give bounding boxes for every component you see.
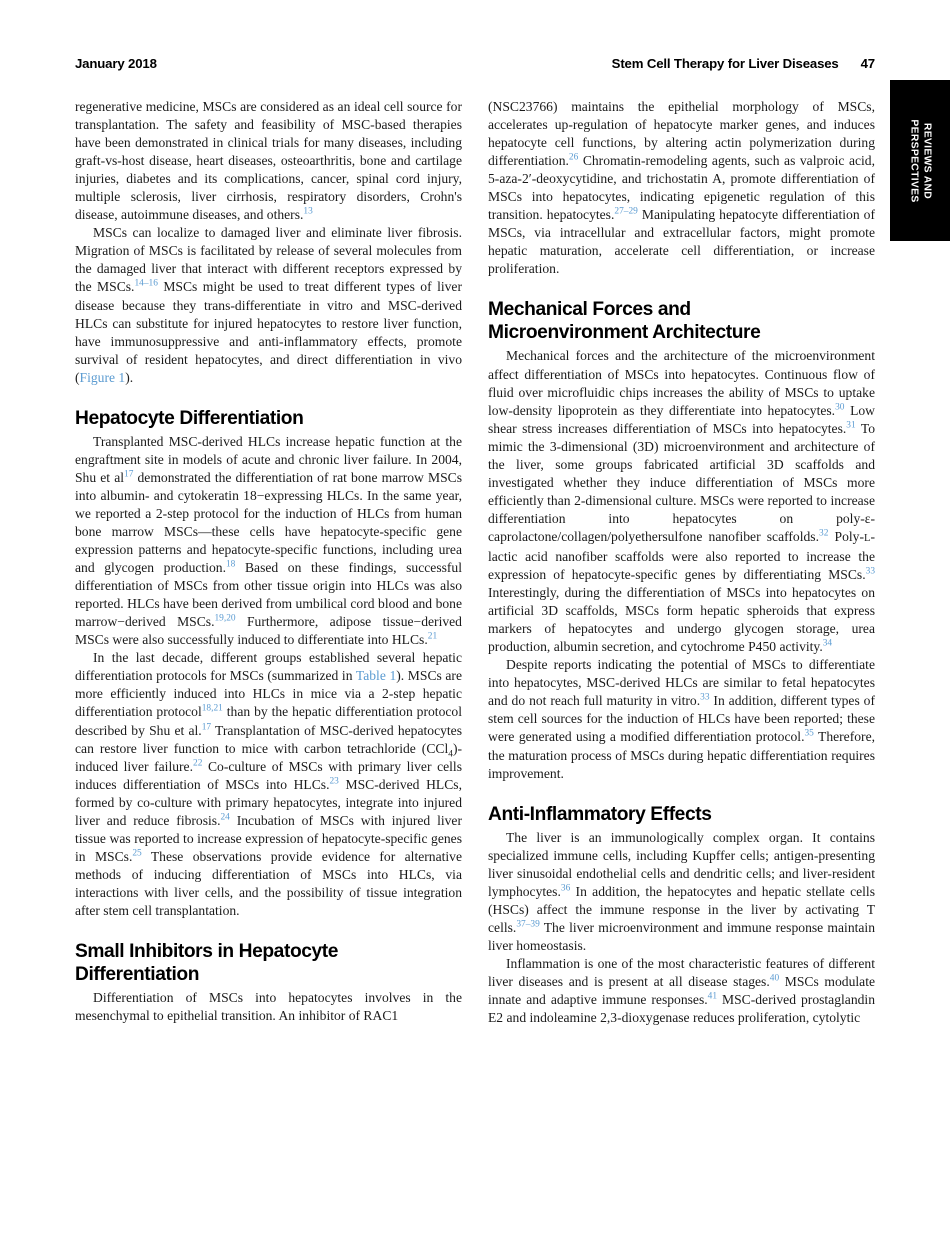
paragraph-text: Based on these findings, successful differentiation of MSCs from other tissue origin into HLCs was also reported. HLCs have been derived from umbilical cord blood and bone marrow−derived MSCs. bbox=[75, 560, 462, 630]
paragraph-text: Chromatin-remodeling agents, such as valproic acid, 5-aza-2′-deoxycytidine, and trichostatin A, promote differentiation of MSCs into hepatocytes, indicating epigenetic regulation of this transition. hepatocytes. bbox=[488, 153, 875, 223]
paragraph-text: Therefore, the maturation process of MSCs during hepatic differentiation requires improvement. bbox=[488, 729, 876, 781]
citation-ref[interactable]: 17 bbox=[201, 721, 212, 732]
citation-ref[interactable]: 24 bbox=[220, 812, 230, 823]
paragraph bbox=[488, 656, 875, 782]
paragraph-text: Co-culture of MSCs with primary liver cells induces differentiation of MSCs into HLCs. bbox=[75, 758, 462, 792]
spacer bbox=[488, 278, 875, 298]
paragraph-text: Poly- bbox=[828, 528, 864, 544]
paragraph-text: ). bbox=[125, 369, 134, 385]
section-heading-mechanical-forces bbox=[488, 298, 875, 344]
paragraph-text: -lactic acid nanofiber scaffolds were also reported to increase the expression of hepatocyte-specific genes by differentiating MSCs. bbox=[488, 528, 875, 583]
section-heading-small-inhibitors bbox=[75, 940, 462, 986]
spacer bbox=[75, 920, 462, 940]
column-left bbox=[75, 98, 462, 1025]
article-body bbox=[75, 98, 875, 1198]
citation-ref[interactable]: 41 bbox=[707, 991, 718, 1002]
paragraph-text: ). MSCs are more efficiently induced into HLCs in mice via a 2-step hepatic differentiation protocol bbox=[75, 668, 462, 720]
paragraph bbox=[75, 989, 462, 1025]
paragraph-text: These observations provide evidence for alternative methods of inducing differentiation of MSCs into HLCs, via interactions with liver cells, and the possibility of tissue integration after stem cell transplantation. bbox=[75, 848, 462, 918]
paragraph-text: Inflammation is one of the most characteristic features of different liver diseases and is present at all disease stages. bbox=[488, 955, 875, 989]
paragraph-text: (NSC23766) maintains the epithelial morphology of MSCs, accelerates up-regulation of hepatocyte marker genes, and induces hepatocyte cell functions, by altering actin polymerization during differentiation. bbox=[488, 99, 875, 169]
section-heading-anti-inflammatory-effects: Anti-Inflammatory Effects bbox=[488, 803, 712, 825]
section-heading-hepatocyte-differentiation: Hepatocyte Differentiation bbox=[75, 407, 304, 429]
column-right bbox=[488, 98, 875, 1027]
section-edge-tab-line1: REVIEWS AND bbox=[921, 122, 933, 199]
section-heading-line2: Differentiation bbox=[75, 964, 200, 986]
running-head-title: Stem Cell Therapy for Liver Diseases bbox=[611, 56, 839, 71]
paragraph-text: regenerative medicine, MSCs are considered as an ideal cell source for transplantation. The safety and feasibility of MSC-based therapies have been demonstrated in clinical trials for many diseases, including graft-vs-host disease, heart diseases, osteoarthritis, bone and cartilage injuries, diabetes and its complications, cancer, spinal cord injury, multiple sclerosis, liver cirrhosis, respiratory disorders, Crohn's disease, autoimmune diseases, and others. bbox=[75, 99, 462, 223]
section-edge-tab-line2: PERSPECTIVES bbox=[909, 118, 920, 203]
citation-ref[interactable]: 18,21 bbox=[201, 703, 223, 714]
section-heading-line1: Small Inhibitors in Hepatocyte bbox=[75, 941, 339, 963]
paragraph-text: demonstrated the differentiation of rat bone marrow MSCs into albumin- and cytokeratin 18−expressing HLCs. In the same year, we reported a 2-step protocol for the induction of HLCs from human bone marrow MSCs—these cells have hepatocyte-specific gene expression patterns and hepatocyte-specific functions, including urea and glycogen production. bbox=[75, 469, 462, 576]
paragraph-text: than by the hepatic differentiation protocol described by Shu et al. bbox=[75, 704, 462, 738]
paragraph-text: In the last decade, different groups established several hepatic differentiation protocols for MSCs (summarized in bbox=[75, 650, 462, 684]
stereochemistry-prefix: L bbox=[863, 532, 871, 544]
paragraph-text: In addition, the hepatocytes and hepatic stellate cells (HSCs) affect the immune response in the liver by activating T cells. bbox=[488, 883, 875, 935]
citation-ref[interactable]: 13 bbox=[303, 206, 313, 217]
paragraph-text: MSC-derived prostaglandin E2 and indoleamine 2,3-dioxygenase reduces proliferation, cytolytic bbox=[488, 992, 875, 1026]
paragraph bbox=[488, 347, 875, 656]
paragraph-text: Transplantation of MSC-derived hepatocytes can restore liver function to mice with carbon tetrachloride (CCl bbox=[75, 722, 462, 756]
paragraph bbox=[75, 649, 462, 920]
citation-ref[interactable]: 36 bbox=[560, 883, 571, 894]
paragraph-text: Differentiation of MSCs into hepatocytes involves in the mesenchymal to epithelial transition. An inhibitor of RAC1 bbox=[75, 990, 462, 1024]
paragraph-text: In addition, different types of stem cell sources for the induction of HLCs have been reported; these were generated using a modified differentiation protocol. bbox=[488, 693, 875, 745]
citation-ref[interactable]: 21 bbox=[427, 631, 438, 642]
citation-ref[interactable]: 33 bbox=[700, 692, 710, 703]
paragraph-text: Incubation of MSCs with injured liver tissue was reported to increase expression of hepatocyte-specific genes in MSCs. bbox=[75, 812, 462, 864]
table-link[interactable]: Table 1 bbox=[355, 668, 397, 684]
paragraph-text: MSCs can localize to damaged liver and eliminate liver fibrosis. Migration of MSCs is facilitated by release of several molecules from the damaged liver that interact with different receptors expressed by the MSCs. bbox=[75, 225, 462, 295]
page-number: 47 bbox=[860, 56, 875, 71]
paragraph bbox=[75, 224, 462, 386]
citation-ref[interactable]: 37–39 bbox=[516, 919, 540, 930]
paragraph-text: MSC-derived HLCs, formed by co-culture with primary hepatocytes, integrate into injured liver and reduce fibrosis. bbox=[75, 776, 462, 828]
paragraph-text: Mechanical forces and the architecture of the microenvironment affect differentiation of MSCs into hepatocytes. Continuous flow of fluid over microfluidic chips increases the ability of MSCs to uptake low-density lipoprotein as they differentiate into hepatocytes. bbox=[488, 348, 875, 418]
paragraph-text: The liver is an immunologically complex organ. It contains specialized immune cells, including Kupffer cells; antigen-presenting liver sinusoidal endothelial cells and dendritic cells; and liver-resident lymphocytes. bbox=[488, 829, 875, 899]
section-heading-line1: Mechanical Forces and bbox=[488, 299, 691, 321]
running-head bbox=[75, 56, 875, 74]
citation-ref[interactable]: 35 bbox=[804, 728, 814, 739]
spacer bbox=[488, 783, 875, 803]
paragraph bbox=[75, 433, 462, 650]
section-edge-tab-label bbox=[908, 119, 933, 202]
paragraph-text: Low shear stress increases differentiation of MSCs into hepatocytes. bbox=[488, 402, 875, 436]
citation-ref[interactable]: 23 bbox=[329, 776, 339, 787]
paragraph-text: MSCs might be used to treat different types of liver disease because they trans-differentiate in vitro and MSC-derived HLCs can substitute for injured hepatocytes to restore liver function, have immunosuppressive and anti-inflammatory effects, promote survival of resident hepatocytes, and direct differentiation in vivo ( bbox=[75, 279, 462, 385]
figure-link[interactable]: Figure 1 bbox=[79, 369, 126, 385]
citation-ref[interactable]: 33 bbox=[865, 566, 875, 577]
paragraph-text: Manipulating hepatocyte differentiation of MSCs, via intracellular and extracellular factors, might promote hepatic maturation, accelerate cell differentiation, or increase proliferation. bbox=[488, 207, 875, 277]
paragraph-text: To mimic the 3-dimensional (3D) microenvironment and architecture of the liver, some groups fabricated artificial 3D scaffolds and investigated whether they induce differentiation of MSCs more efficiently than 2-dimensional culture. MSCs were reported to increase differentiation into hepatocytes on poly-ε-caprolactone/collagen/polyethersulfone nanofiber scaffolds. bbox=[488, 420, 875, 544]
citation-ref[interactable]: 34 bbox=[822, 638, 833, 649]
paragraph bbox=[488, 829, 875, 955]
citation-ref[interactable]: 31 bbox=[846, 420, 856, 431]
citation-ref[interactable]: 27–29 bbox=[614, 206, 638, 217]
spacer bbox=[75, 387, 462, 407]
running-head-date: January 2018 bbox=[75, 56, 157, 71]
citation-ref[interactable]: 17 bbox=[124, 469, 134, 480]
citation-ref[interactable]: 32 bbox=[819, 528, 829, 539]
running-head-right bbox=[612, 56, 875, 71]
paragraph-text: Interestingly, during the differentiation of MSCs into hepatocytes on artificial 3D scaffolds, MSCs form hepatic spheroids that express markers of hepatocytes and undergo glycogen storage, urea production, albumin secretion, and cytochrome P450 activity. bbox=[488, 585, 875, 655]
paragraph-text: Furthermore, adipose tissue−derived MSCs were also successfully induced to differentiate into HLCs. bbox=[75, 614, 462, 648]
citation-ref[interactable]: 18 bbox=[225, 559, 236, 570]
citation-ref[interactable]: 22 bbox=[193, 758, 203, 769]
paragraph-text: The liver microenvironment and immune response maintain liver homeostasis. bbox=[488, 919, 875, 953]
citation-ref[interactable]: 26 bbox=[568, 152, 579, 163]
citation-ref[interactable]: 40 bbox=[769, 973, 780, 984]
paragraph-text: Transplanted MSC-derived HLCs increase hepatic function at the engraftment site in models of acute and chronic liver failure. In 2004, Shu et al bbox=[75, 433, 462, 485]
citation-ref[interactable]: 25 bbox=[132, 848, 142, 859]
paragraph bbox=[488, 955, 875, 1027]
section-edge-tab bbox=[890, 80, 950, 241]
section-heading-line2: Microenvironment Architecture bbox=[488, 322, 761, 344]
paragraph bbox=[488, 98, 875, 278]
chemical-subscript: 4 bbox=[448, 749, 453, 760]
citation-ref[interactable]: 14–16 bbox=[134, 278, 158, 289]
citation-ref[interactable]: 30 bbox=[835, 402, 845, 413]
paragraph-text: MSCs modulate innate and adaptive immune responses. bbox=[488, 973, 875, 1008]
paragraph-text: Despite reports indicating the potential of MSCs to differentiate into hepatocytes, MSC-derived HLCs are similar to fetal hepatocytes and do not reach full maturity in vitro. bbox=[488, 657, 875, 709]
citation-ref[interactable]: 19,20 bbox=[214, 613, 236, 624]
paragraph bbox=[75, 98, 462, 224]
paragraph-text: )-induced liver failure. bbox=[75, 740, 462, 774]
